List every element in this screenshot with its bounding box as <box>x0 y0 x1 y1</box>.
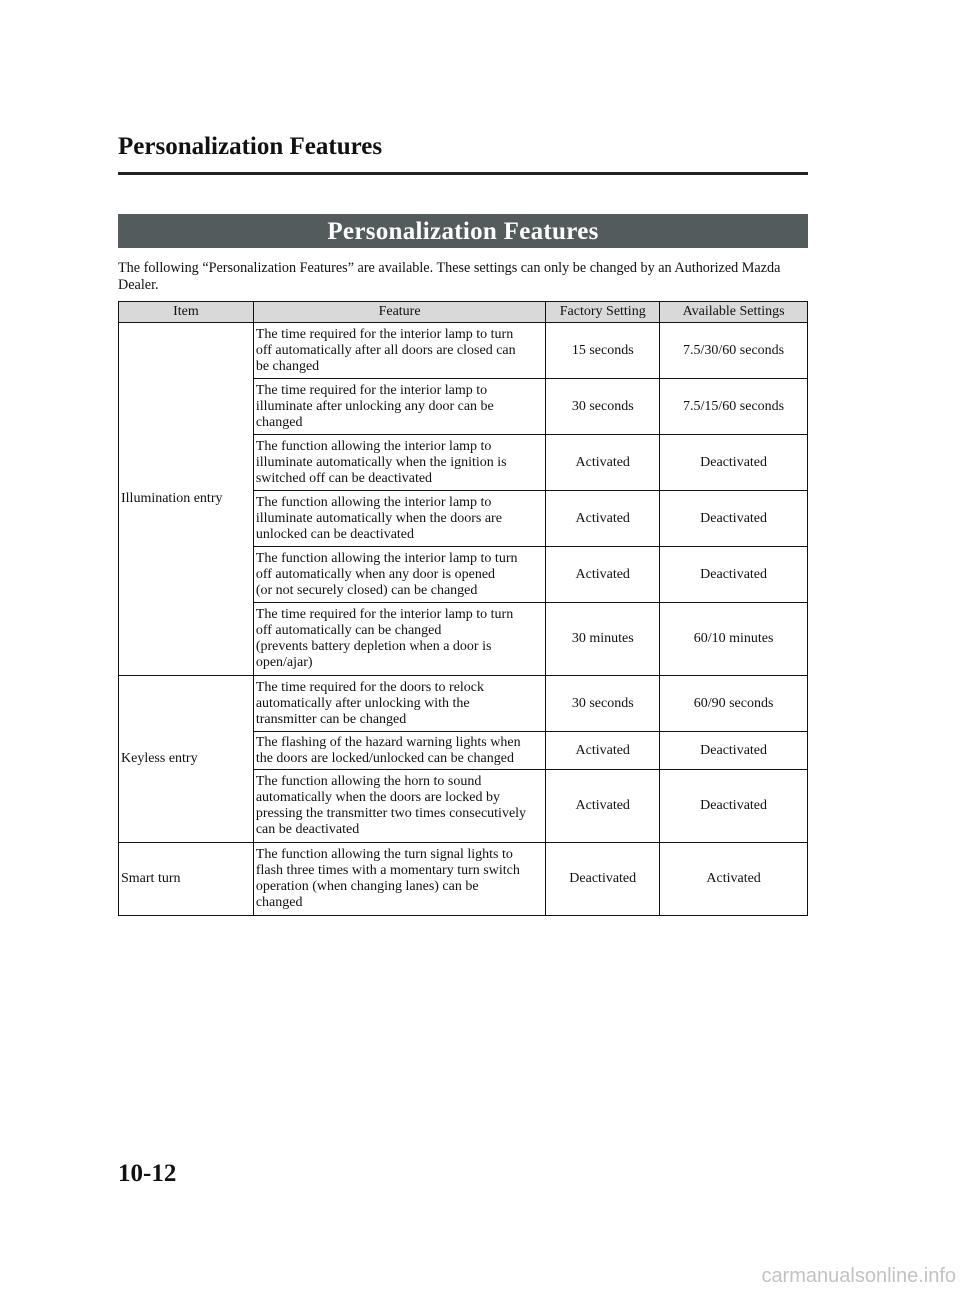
feature-line: The function allowing the horn to sound <box>255 774 482 789</box>
feature-line: switched off can be deactivated <box>255 470 433 486</box>
feature-line: The flashing of the hazard warning lights when <box>255 734 521 750</box>
feature-line: off automatically when any door is opened <box>255 566 496 582</box>
feature-line: off automatically can be changed <box>255 623 442 638</box>
feature-cell <box>253 379 545 435</box>
feature-line: can be deactivated <box>255 822 360 837</box>
factory-setting-cell: 30 seconds <box>546 676 660 732</box>
feature-line: open/ajar) <box>255 655 313 670</box>
feature-line: (or not securely closed) can be changed <box>255 582 478 598</box>
table-body <box>119 323 808 916</box>
feature-line: be changed <box>255 358 320 374</box>
feature-cell <box>253 732 545 770</box>
feature-cell <box>253 843 545 916</box>
feature-cell <box>253 323 545 379</box>
factory-setting-cell: Activated <box>546 732 660 770</box>
personalization-features-table <box>118 301 808 916</box>
feature-line: illuminate after unlocking any door can be <box>255 398 494 414</box>
factory-setting-cell: Activated <box>546 491 660 547</box>
page-number: 10-12 <box>118 1160 177 1187</box>
feature-line: The time required for the interior lamp to turn <box>255 326 514 342</box>
section-banner: Personalization Features <box>118 214 808 248</box>
factory-setting-cell: Activated <box>546 770 660 843</box>
feature-line: The function allowing the interior lamp to <box>255 438 492 454</box>
feature-line: The function allowing the turn signal lights to <box>255 847 513 862</box>
feature-line: automatically after unlocking with the <box>255 695 470 711</box>
feature-cell <box>253 491 545 547</box>
feature-cell <box>253 770 545 843</box>
available-settings-cell: 60/90 seconds <box>660 676 808 732</box>
available-settings-cell: Deactivated <box>660 435 808 491</box>
item-cell: Illumination entry <box>119 323 254 676</box>
table-row <box>119 676 808 732</box>
factory-setting-cell: 15 seconds <box>546 323 660 379</box>
available-settings-cell: Deactivated <box>660 770 808 843</box>
feature-line: The time required for the doors to relock <box>255 679 485 695</box>
factory-setting-cell: Activated <box>546 435 660 491</box>
available-settings-cell: 7.5/30/60 seconds <box>660 323 808 379</box>
feature-line: (prevents battery depletion when a door is <box>255 639 492 654</box>
feature-cell <box>253 603 545 676</box>
available-settings-cell: Deactivated <box>660 547 808 603</box>
item-cell: Smart turn <box>119 843 254 916</box>
header-rule <box>118 172 808 175</box>
table-row <box>119 843 808 916</box>
feature-line: The time required for the interior lamp to <box>255 382 488 398</box>
available-settings-cell: Deactivated <box>660 491 808 547</box>
table-row <box>119 323 808 379</box>
available-settings-cell: 60/10 minutes <box>660 603 808 676</box>
column-header-feature: Feature <box>253 302 545 323</box>
feature-line: pressing the transmitter two times consecutively <box>255 806 527 821</box>
feature-line: operation (when changing lanes) can be <box>255 879 479 894</box>
factory-setting-cell: Deactivated <box>546 843 660 916</box>
feature-line: automatically when the doors are locked by <box>255 790 500 805</box>
feature-line: illuminate automatically when the doors are <box>255 510 502 526</box>
feature-line: The time required for the interior lamp to turn <box>255 607 514 622</box>
factory-setting-cell: 30 seconds <box>546 379 660 435</box>
column-header-factory-setting: Factory Setting <box>546 302 660 323</box>
available-settings-cell: Activated <box>660 843 808 916</box>
feature-line: illuminate automatically when the ignition is <box>255 454 507 470</box>
feature-line: flash three times with a momentary turn switch <box>255 863 520 878</box>
intro-paragraph: The following “Personalization Features” are available. These settings can only be changed by an Authorized Mazda Dealer. <box>118 260 781 293</box>
watermark: carmanualsonline.info <box>761 1265 956 1287</box>
feature-line: The function allowing the interior lamp to turn <box>255 550 518 566</box>
feature-cell <box>253 676 545 732</box>
table-header-row <box>119 302 808 323</box>
feature-cell <box>253 435 545 491</box>
feature-line: off automatically after all doors are closed can <box>255 342 516 358</box>
page-header-title: Personalization Features <box>118 133 383 160</box>
feature-line: changed <box>255 895 303 910</box>
available-settings-cell: 7.5/15/60 seconds <box>660 379 808 435</box>
feature-line: unlocked can be deactivated <box>255 526 415 542</box>
factory-setting-cell: 30 minutes <box>546 603 660 676</box>
column-header-available-settings: Available Settings <box>660 302 808 323</box>
feature-line: transmitter can be changed <box>255 711 407 727</box>
feature-line: changed <box>255 414 303 430</box>
feature-line: the doors are locked/unlocked can be changed <box>255 750 514 766</box>
available-settings-cell: Deactivated <box>660 732 808 770</box>
factory-setting-cell: Activated <box>546 547 660 603</box>
feature-line: The function allowing the interior lamp to <box>255 494 492 510</box>
feature-cell <box>253 547 545 603</box>
item-cell: Keyless entry <box>119 676 254 843</box>
column-header-item: Item <box>119 302 254 323</box>
